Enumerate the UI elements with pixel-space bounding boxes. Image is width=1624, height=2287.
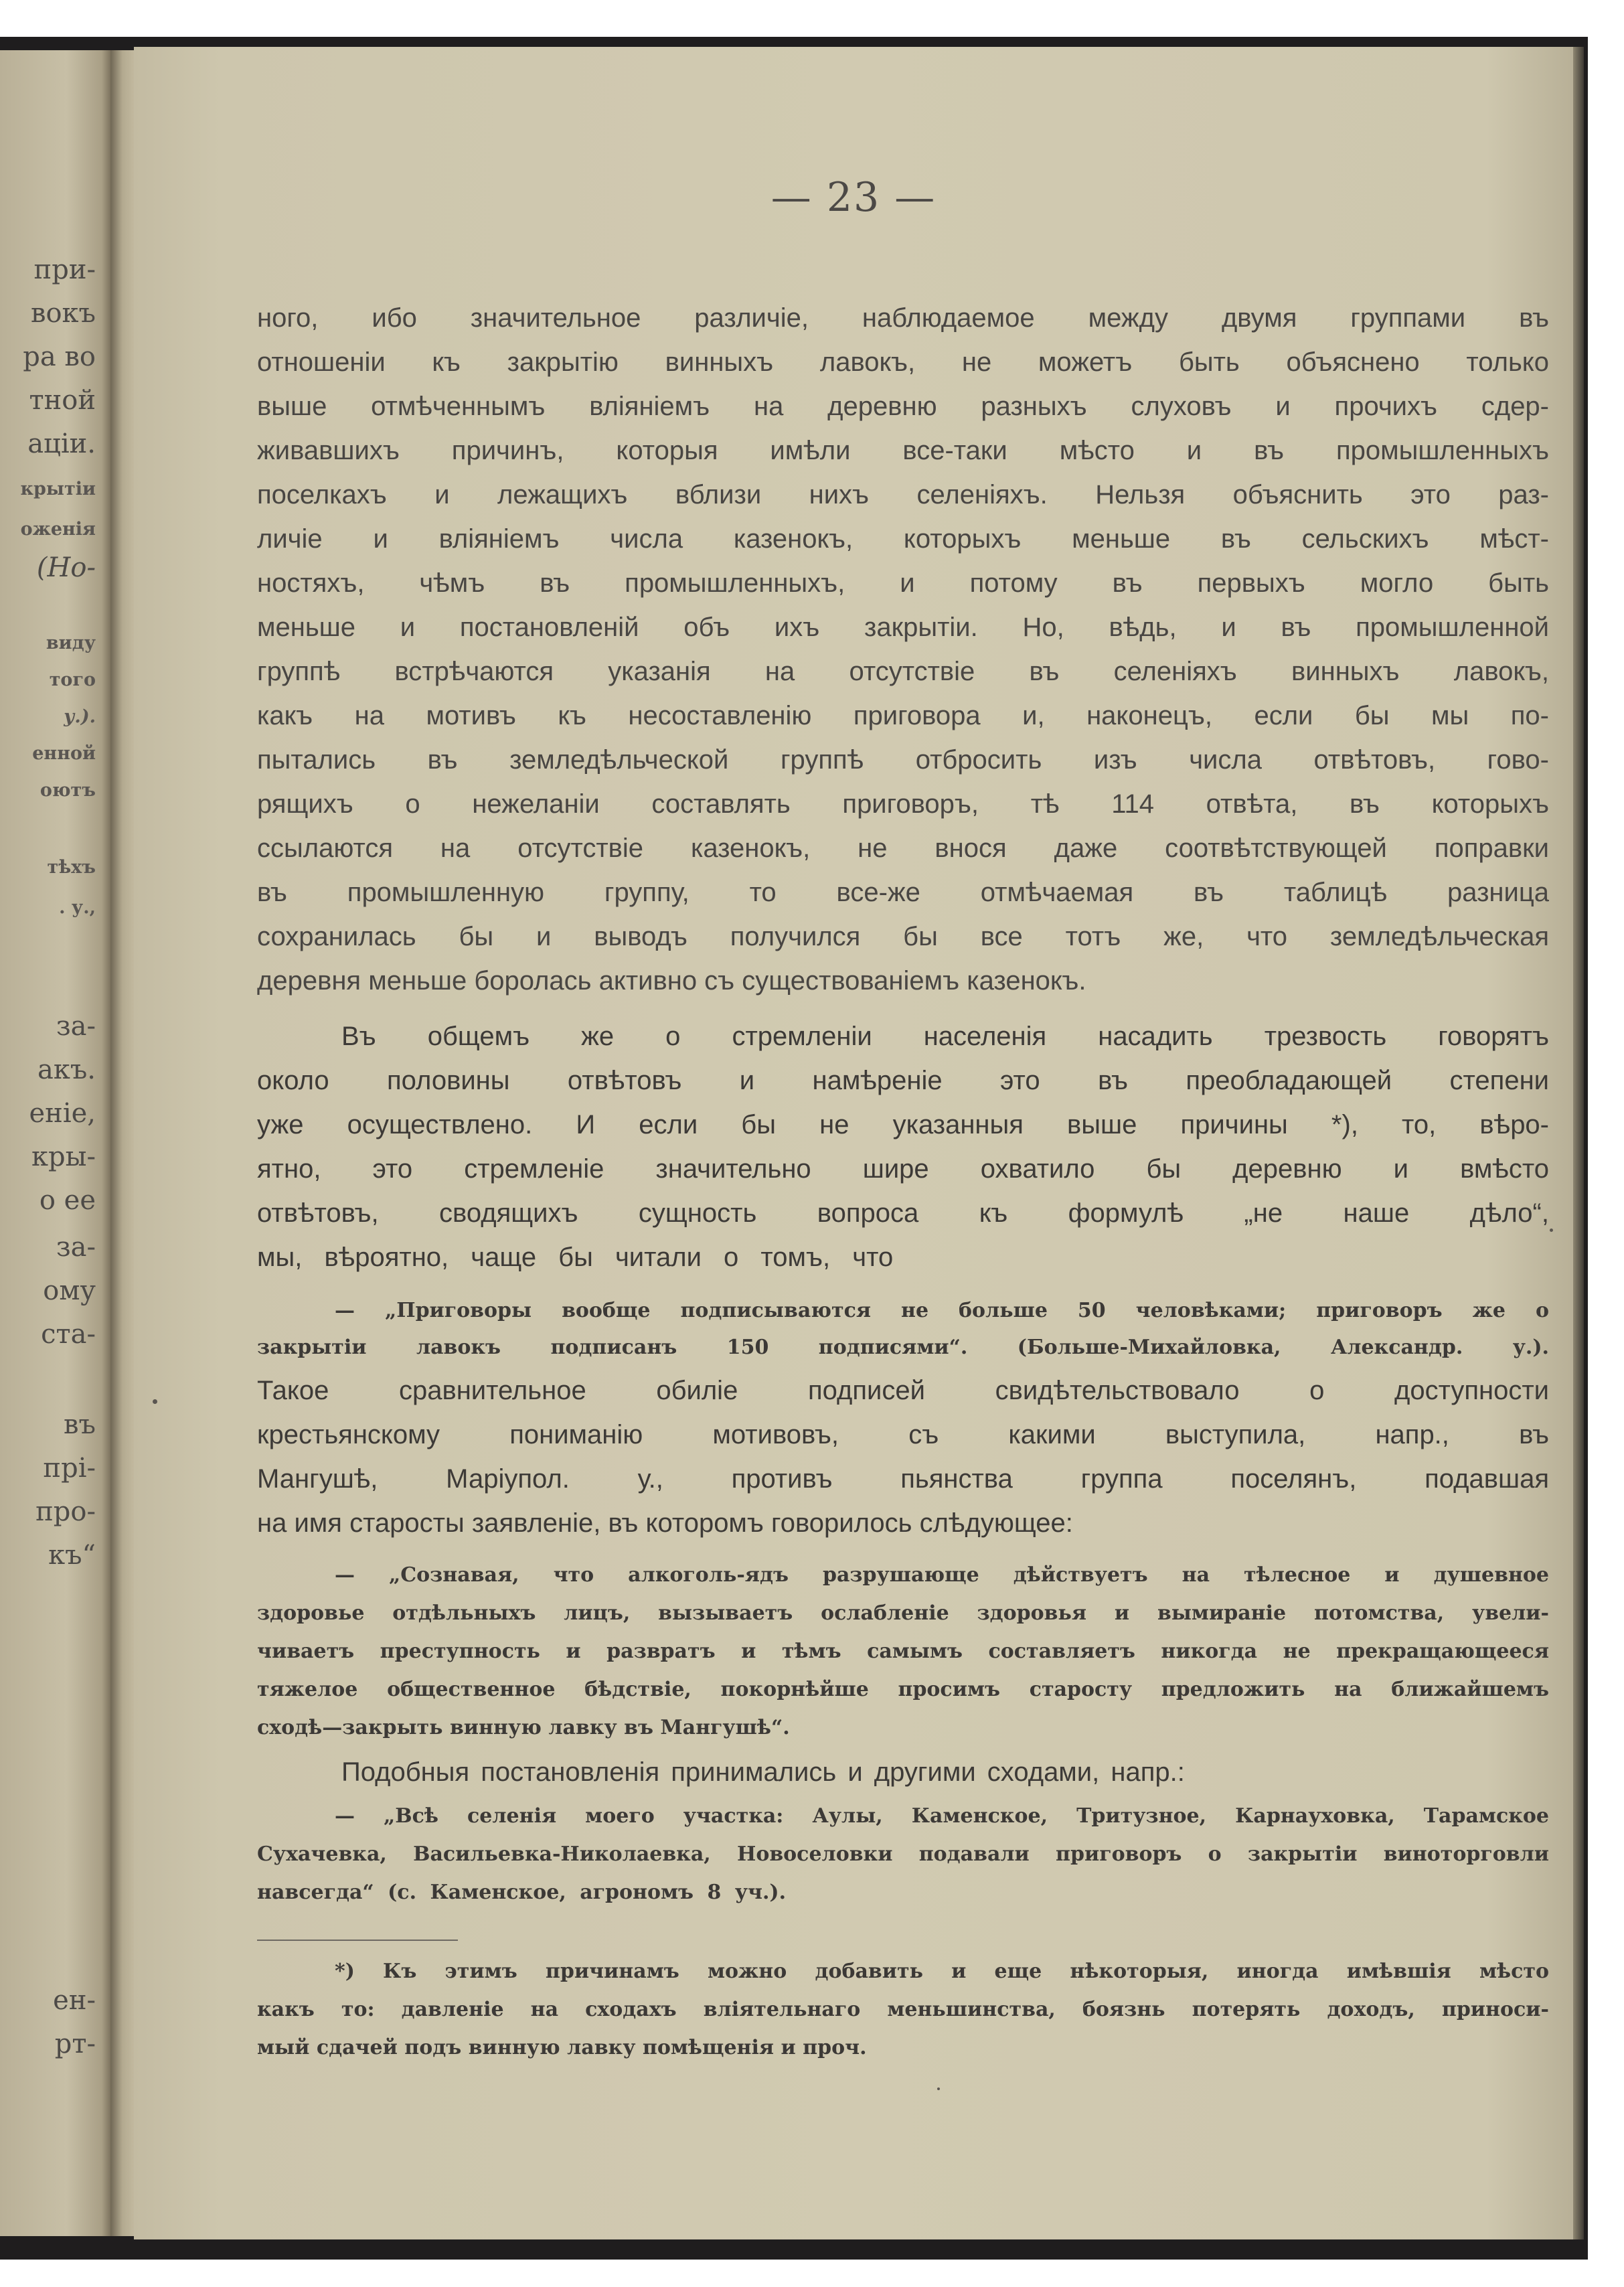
text-line: уже осуществлено. И если бы не указанныя выше причины *), то, вѣро-	[257, 1110, 1549, 1139]
left-fragment: у.).	[64, 706, 96, 727]
left-fragment: про-	[35, 1496, 96, 1527]
quote-line: Сухачевка, Васильевка-Николаевка, Новоселовки подавали приговоръ о закрытіи виноторговли	[257, 1842, 1549, 1866]
left-fragment: крытіи	[20, 479, 96, 499]
quote-line: — „Приговоры вообще подписываются не больше 50 человѣками; приговоръ же о	[335, 1299, 1549, 1322]
left-fragment: вокъ	[30, 298, 96, 329]
left-fragment: енной	[32, 743, 96, 764]
book-gutter	[110, 50, 137, 2236]
left-fragment: виду	[46, 633, 96, 653]
text-line: крестьянскому пониманію мотивовъ, съ какими выступила, напр., въ	[257, 1420, 1549, 1449]
footnote-line: *) Къ этимъ причинамъ можно добавить и еще нѣкоторыя, иногда имѣвшія мѣсто	[335, 1960, 1549, 1983]
text-line: ного, ибо значительное различіе, наблюдаемое между двумя группами въ	[257, 303, 1549, 333]
left-fragment: за-	[56, 1011, 96, 1042]
footnote-line: мый сдачей подъ винную лавку помѣщенія и проч.	[257, 2036, 867, 2059]
left-fragment: къ“	[48, 1540, 96, 1571]
main-page	[134, 47, 1573, 2239]
text-line: мы, вѣроятно, чаще бы читали о томъ, что	[257, 1243, 894, 1272]
quote-line: сходѣ—закрыть винную лавку въ Мангушѣ“.	[257, 1716, 790, 1739]
text-line: живавшихъ причинъ, которыя имѣли все-таки мѣсто и въ промышленныхъ	[257, 436, 1549, 465]
right-page-edge	[1573, 47, 1584, 2239]
left-fragment: за-	[56, 1232, 96, 1263]
text-line: личіе и вліяніемъ числа казенокъ, которыхъ меньше въ сельскихъ мѣст-	[257, 524, 1549, 554]
text-line: въ промышленную группу, то все-же отмѣчаемая въ таблицѣ разница	[257, 878, 1549, 907]
text-line: рящихъ о нежеланіи составлять приговоръ, тѣ 114 отвѣта, въ которыхъ	[257, 789, 1549, 819]
left-fragment: того	[49, 669, 96, 690]
scan-speck	[153, 1399, 157, 1404]
left-fragment: рт-	[54, 2029, 96, 2059]
text-line: выше отмѣченнымъ вліяніемъ на деревню разныхъ слуховъ и прочихъ сдер-	[257, 392, 1549, 421]
text-line: ностяхъ, чѣмъ въ промышленныхъ, и потому въ первыхъ могло быть	[257, 568, 1549, 598]
left-fragment: акъ.	[37, 1054, 96, 1085]
left-fragment: тѣхъ	[47, 857, 96, 878]
page-number: — 23 —	[770, 174, 937, 221]
left-fragment: при-	[33, 254, 96, 285]
scan-speck	[937, 2087, 940, 2090]
footnote-rule	[257, 1940, 458, 1941]
footnote-line: какъ то: давленіе на сходахъ вліятельнаго меньшинства, боязнь потерять доходъ, приноси-	[257, 1998, 1549, 2021]
text-line: Подобныя постановленія принимались и другими сходами, напр.:	[341, 1757, 1185, 1787]
text-line: группѣ встрѣчаются указанія на отсутствіе въ селеніяхъ винныхъ лавокъ,	[257, 657, 1549, 686]
quote-line: закрытіи лавокъ подписанъ 150 подписями“. (Больше-Михайловка, Александр. у.).	[257, 1336, 1549, 1359]
left-fragment: ста-	[41, 1319, 96, 1350]
text-line: Въ общемъ же о стремленіи населенія насадить трезвость говорятъ	[341, 1022, 1549, 1051]
text-line: Такое сравнительное обиліе подписей свидѣтельствовало о доступности	[257, 1376, 1549, 1405]
text-line: сохранилась бы и выводъ получился бы все тотъ же, что земледѣльческая	[257, 922, 1549, 951]
quote-line: здоровье отдѣльныхъ лицъ, вызываетъ ослабленіе здоровья и вымираніе потомства, увели-	[257, 1601, 1549, 1625]
quote-line: — „Сознавая, что алкоголь-ядъ разрушающе дѣйствуетъ на тѣлесное и душевное	[335, 1563, 1549, 1587]
left-fragment: . у.,	[59, 897, 96, 918]
text-line: Мангушѣ, Маріупол. у., противъ пьянства группа поселянъ, подавшая	[257, 1464, 1549, 1494]
left-fragment: ому	[43, 1275, 96, 1306]
left-fragment: кры-	[31, 1141, 96, 1172]
scan-speck	[1550, 1229, 1553, 1232]
left-fragment: ра во	[23, 341, 96, 372]
text-line: около половины отвѣтовъ и намѣреніе это въ преобладающей степени	[257, 1066, 1549, 1095]
text-line: на имя старосты заявленіе, въ которомъ говорилось слѣдующее:	[257, 1508, 1073, 1538]
left-fragment: въ	[64, 1409, 96, 1440]
left-fragment: еніе,	[29, 1098, 96, 1129]
text-line: отношеніи къ закрытію винныхъ лавокъ, не можетъ быть объяснено только	[257, 347, 1549, 377]
quote-line: — „Всѣ селенія моего участка: Аулы, Каменское, Тритузное, Карнауховка, Тарамское	[335, 1804, 1549, 1828]
text-line: ятно, это стремленіе значительно шире охватило бы деревню и вмѣсто	[257, 1154, 1549, 1184]
quote-line: тяжелое общественное бѣдствіе, покорнѣйше просимъ старосту предложить на ближайшемъ	[257, 1678, 1549, 1701]
left-fragment: прі-	[43, 1453, 96, 1484]
left-fragment: аціи.	[27, 428, 96, 459]
left-fragment: оютъ	[39, 780, 96, 801]
text-line: ссылаются на отсутствіе казенокъ, не внося даже соотвѣтствующей поправки	[257, 834, 1549, 863]
left-fragment: оженія	[20, 519, 96, 540]
text-line: какъ на мотивъ къ несоставленію приговора и, наконецъ, если бы мы по-	[257, 701, 1549, 730]
text-line: пытались въ земледѣльческой группѣ отбросить изъ числа отвѣтовъ, гово-	[257, 745, 1549, 775]
text-line: поселкахъ и лежащихъ вблизи нихъ селеніяхъ. Нельзя объяснить это раз-	[257, 480, 1549, 509]
text-line: отвѣтовъ, сводящихъ сущность вопроса къ формулѣ „не наше дѣло“,	[257, 1198, 1549, 1228]
text-line: деревня меньше боролась активно съ существованіемъ казенокъ.	[257, 966, 1086, 996]
text-line: меньше и постановленій объ ихъ закрытіи. Но, вѣдь, и въ промышленной	[257, 613, 1549, 642]
left-fragment: ен-	[53, 1985, 96, 2016]
left-fragment: (Но-	[36, 552, 96, 583]
quote-line: навсегда“ (с. Каменское, агрономъ 8 уч.).	[257, 1881, 787, 1904]
left-fragment: тной	[29, 385, 96, 416]
left-fragment: о ее	[39, 1185, 96, 1216]
quote-line: чиваетъ преступность и развратъ и тѣмъ самымъ составляетъ никогда не прекращающееся	[257, 1640, 1549, 1663]
left-page-edge	[0, 50, 110, 2236]
